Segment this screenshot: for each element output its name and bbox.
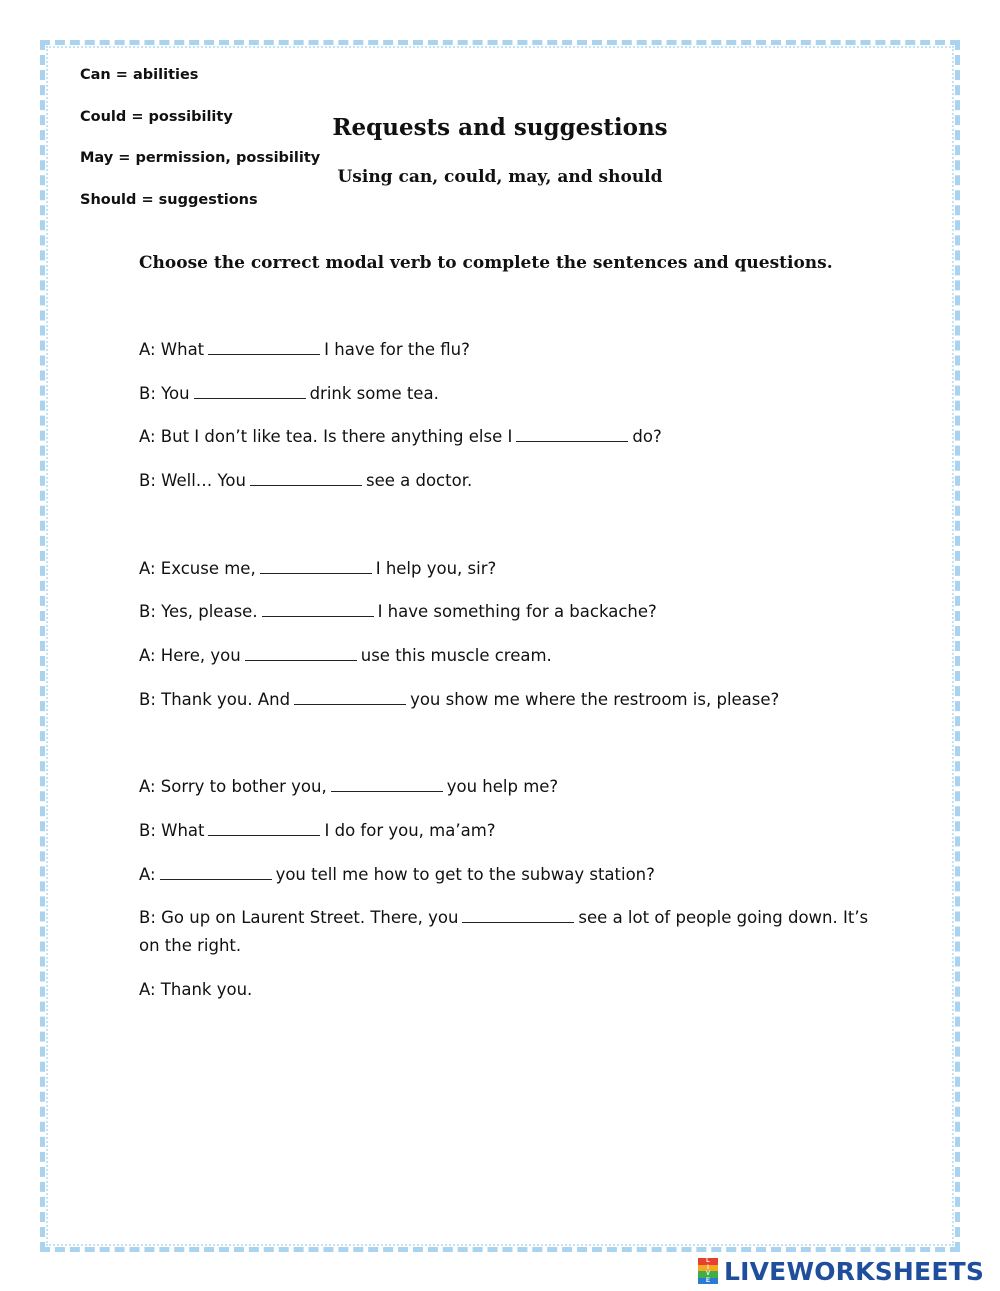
answer-blank[interactable]: [194, 384, 306, 399]
answer-blank[interactable]: [260, 559, 372, 574]
legend-item-may: May = permission, possibility: [80, 150, 321, 167]
answer-blank[interactable]: [208, 821, 320, 836]
dialogue-line: A: you tell me how to get to the subway station?: [139, 865, 655, 884]
answer-blank[interactable]: [208, 340, 320, 355]
dialogue-line: B: Thank you. And you show me where the restroom is, please?: [139, 690, 780, 709]
answer-blank[interactable]: [250, 471, 362, 486]
page-subtitle: Using can, could, may, and should: [337, 167, 663, 187]
dialogue-line: A: Here, you use this muscle cream.: [139, 646, 552, 665]
answer-blank[interactable]: [262, 602, 374, 617]
logo-badge-icon: L I V E: [698, 1258, 718, 1284]
closing-line: A: Thank you.: [139, 980, 253, 999]
answer-blank[interactable]: [462, 908, 574, 923]
dialogue-line: B: What I do for you, ma’am?: [139, 821, 496, 840]
dialogue-line: B: Yes, please. I have something for a backache?: [139, 602, 657, 621]
answer-blank[interactable]: [294, 690, 406, 705]
dialogue-line: A: But I don’t like tea. Is there anything else I do?: [139, 427, 662, 446]
answer-blank[interactable]: [331, 777, 443, 792]
logo-text: LIVEWORKSHEETS: [724, 1256, 985, 1286]
answer-blank[interactable]: [245, 646, 357, 661]
legend-item-could: Could = possibility: [80, 108, 233, 125]
liveworksheets-logo: [698, 1256, 984, 1286]
instructions: Choose the correct modal verb to complete the sentences and questions.: [139, 253, 833, 273]
dialogue-line: B: Well… You see a doctor.: [139, 471, 473, 490]
modal-legend: [80, 64, 320, 231]
page-title: Requests and suggestions: [332, 114, 668, 141]
answer-blank[interactable]: [516, 427, 628, 442]
dialogue-line: A: Excuse me, I help you, sir?: [139, 559, 497, 578]
dialogue-line: A: Sorry to bother you, you help me?: [139, 777, 559, 796]
dialogue-line: B: You drink some tea.: [139, 384, 439, 403]
answer-blank[interactable]: [160, 865, 272, 880]
dialogue-line: B: Go up on Laurent Street. There, you see a lot of people going down. It’s on the right.: [139, 908, 869, 955]
legend-item-should: Should = suggestions: [80, 192, 258, 209]
legend-item-can: Can = abilities: [80, 67, 199, 83]
dialogue-line: A: What I have for the flu?: [139, 340, 470, 359]
